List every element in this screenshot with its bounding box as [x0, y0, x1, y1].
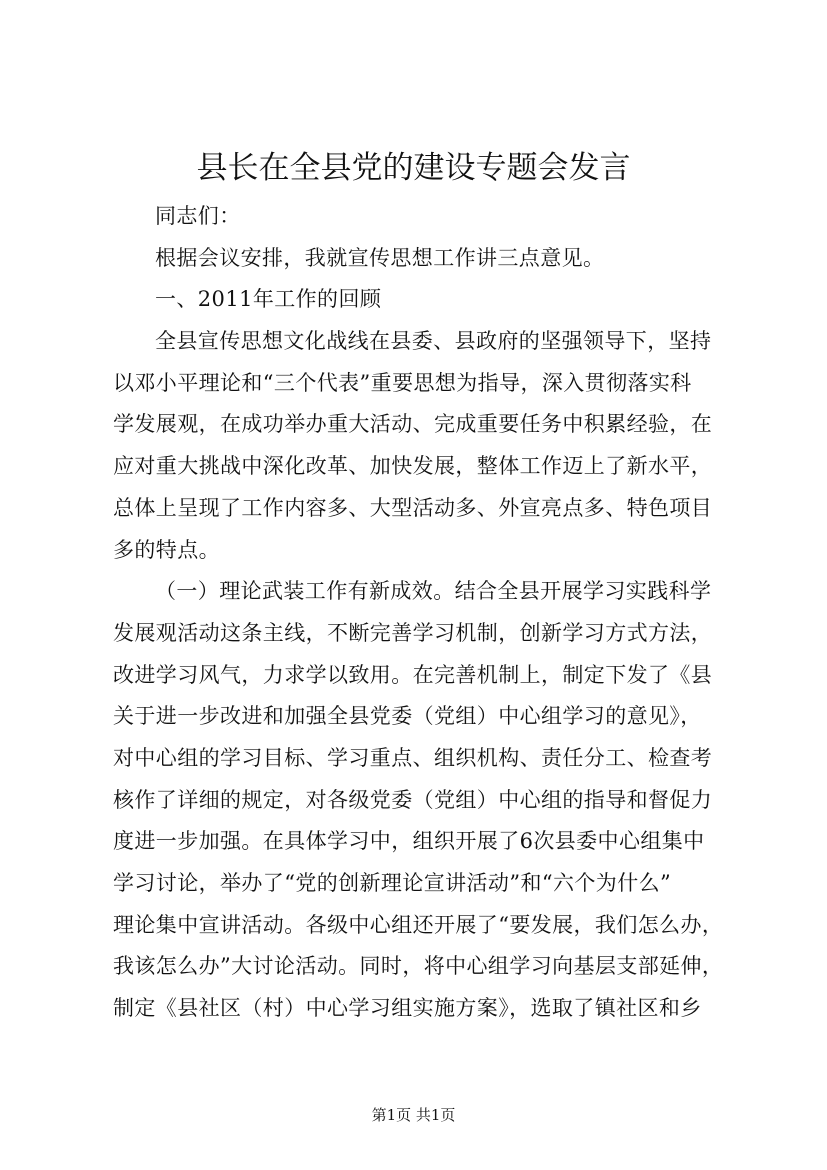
paragraph-line: 全县宣传思想文化战线在县委、县政府的坚强领导下，坚持: [155, 329, 712, 354]
paragraph-line: 制定《县社区（村）中心学习组实施方案》，选取了镇社区和乡: [113, 996, 702, 1021]
paragraph-line: 学发展观，在成功举办重大活动、完成重要任务中积累经验，在: [113, 412, 713, 437]
paragraph-line: 多的特点。: [113, 537, 220, 562]
paragraph-line: 度进一步加强。在具体学习中，组织开展了6次县委中心组集中: [113, 829, 705, 854]
paragraph-line: 同志们：: [155, 204, 241, 228]
paragraph-line: 发展观活动这条主线，不断完善学习机制，创新学习方式方法，: [113, 620, 713, 645]
paragraph-line: 根据会议安排，我就宣传思想工作讲三点意见。: [155, 245, 605, 270]
paragraph-line: 以邓小平理论和“三个代表”重要思想为指导，深入贯彻落实科: [113, 370, 692, 395]
paragraph-line: 对中心组的学习目标、学习重点、组织机构、责任分工、检查考: [113, 745, 713, 770]
paragraph-line: 核作了详细的规定，对各级党委（党组）中心组的指导和督促力: [113, 787, 713, 812]
page-title: 县长在全县党的建设专题会发言: [196, 150, 631, 186]
paragraph-line: 改进学习风气，力求学以致用。在完善机制上，制定下发了《县: [113, 662, 713, 687]
paragraph-line: 我该怎么办”大讨论活动。同时，将中心组学习向基层支部延伸，: [113, 954, 724, 979]
paragraph-line: 总体上呈现了工作内容多、大型活动多、外宣亮点多、特色项目: [113, 495, 713, 520]
paragraph-line: 应对重大挑战中深化改革、加快发展，整体工作迈上了新水平，: [113, 454, 713, 479]
paragraph-line: 学习讨论，举办了“党的创新理论宣讲活动”和“六个为什么”: [113, 871, 672, 895]
paragraph-line: 关于进一步改进和加强全县党委（党组）中心组学习的意见》，: [113, 704, 702, 729]
document-body: [113, 196, 733, 1030]
paragraph-line: 理论集中宣讲活动。各级中心组还开展了“要发展，我们怎么办，: [113, 912, 724, 937]
paragraph-line: （一）理论武装工作有新成效。结合全县开展学习实践科学: [155, 579, 712, 604]
page-number: 第1页 共1页: [371, 1106, 456, 1124]
section-heading: 一、2011年工作的回顾: [155, 287, 382, 312]
